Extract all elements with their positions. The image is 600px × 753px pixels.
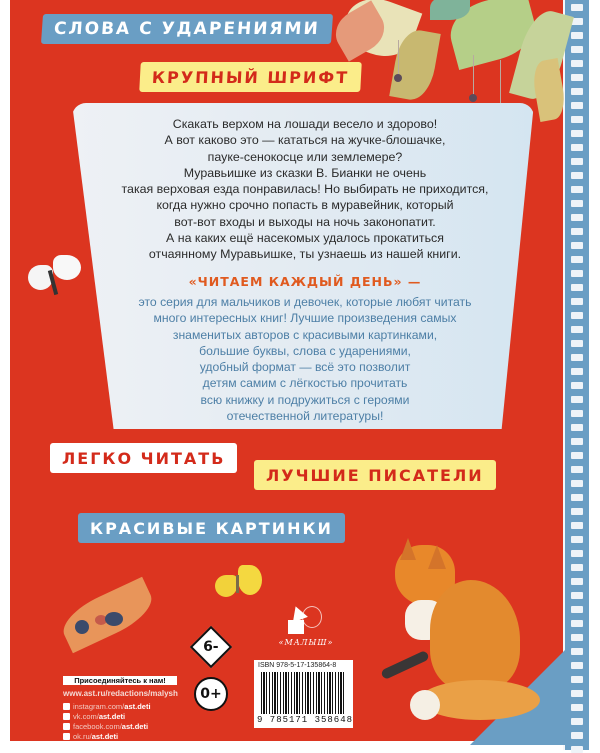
spine-dash — [571, 466, 583, 473]
spine-dash — [571, 382, 583, 389]
spine-dash — [571, 704, 583, 711]
spine-dash — [571, 270, 583, 277]
spine-dash — [571, 494, 583, 501]
spine-dash — [571, 578, 583, 585]
spine-dash — [571, 480, 583, 487]
spine-dash — [571, 536, 583, 543]
spine-dash — [571, 214, 583, 221]
spine-dash — [571, 116, 583, 123]
spine-dash — [571, 648, 583, 655]
social-handle: ast.deti — [91, 732, 119, 741]
vk-icon — [63, 713, 70, 720]
spine-dash — [571, 606, 583, 613]
series-description — [100, 294, 510, 424]
spine-dash — [571, 620, 583, 627]
instagram-icon — [63, 703, 70, 710]
description-line: Муравьишке из сказки В. Бианки не очень — [183, 165, 427, 180]
spine-dash — [571, 690, 583, 697]
social-domain: instagram.com/ — [73, 702, 125, 711]
isbn-barcode — [254, 660, 353, 728]
social-domain: ok.ru/ — [73, 732, 92, 741]
spine-dash — [571, 592, 583, 599]
spider-icon — [394, 74, 402, 82]
spine-dash — [571, 186, 583, 193]
social-domain: vk.com/ — [73, 712, 99, 721]
social-link[interactable] — [63, 722, 148, 731]
ok-icon — [63, 733, 70, 740]
tag-beautiful-pictures: КРАСИВЫЕ КАРТИНКИ — [78, 513, 345, 543]
spine-dash — [571, 452, 583, 459]
spine-dash — [571, 508, 583, 515]
description-line: отчаянному Муравьишке, ты узнаешь из нашей книги. — [148, 247, 462, 262]
description-line: А на каких ещё насекомых удалось прокатиться — [166, 231, 444, 246]
description-line: такая верховая езда понравилась! Но выбирать не приходится, — [121, 182, 489, 197]
spine-dash — [571, 326, 583, 333]
age-rating-6: 6- — [203, 639, 219, 655]
age-rating-circle: 0+ — [194, 677, 228, 711]
spine-dash — [571, 60, 583, 67]
spine-dash — [571, 732, 583, 739]
spine-dash — [571, 88, 583, 95]
spine-dash — [571, 46, 583, 53]
series-line: удобный формат — всё это позволит — [199, 360, 411, 375]
spine-dash — [571, 676, 583, 683]
description-line: А вот каково это — кататься на жучке-блошачке, — [164, 133, 446, 148]
description-line: вот-вот входы и выходы на ночь законопатит. — [174, 214, 436, 229]
spine-dash — [571, 74, 583, 81]
barcode-number: 9 785171 358648 — [257, 715, 354, 725]
description-line: Скакать верхом на лошади весело и здорово! — [172, 117, 438, 131]
spine-dash — [571, 438, 583, 445]
spine-dash — [571, 662, 583, 669]
publisher-name: «МАЛЫШ» — [278, 638, 334, 647]
spine-dash — [571, 718, 583, 725]
spine-dash — [571, 312, 583, 319]
series-line: всю книжку и подружиться с героями — [200, 392, 410, 407]
spine-dash — [571, 200, 583, 207]
spine-dash — [571, 284, 583, 291]
spine-dash — [571, 298, 583, 305]
spine-dash — [571, 242, 583, 249]
spider-icon — [469, 94, 477, 102]
series-line: большие буквы, слова с ударениями, — [199, 343, 411, 358]
tag-easy-read: ЛЕГКО ЧИТАТЬ — [50, 443, 237, 473]
spine-dash — [571, 522, 583, 529]
website-link[interactable]: www.ast.ru/redactions/malysh — [63, 689, 178, 698]
spine-dash — [571, 228, 583, 235]
social-handle: ast.deti — [124, 702, 151, 711]
spine-dash — [571, 410, 583, 417]
social-link[interactable] — [63, 712, 125, 721]
tag-large-font: КРУПНЫЙ ШРИФТ — [139, 62, 362, 92]
spine-dash — [571, 144, 583, 151]
description-text — [100, 116, 510, 263]
spine-dash — [571, 368, 583, 375]
spine-dash — [571, 32, 583, 39]
spine-dash — [571, 396, 583, 403]
spine-dash — [571, 172, 583, 179]
spine-dash — [571, 4, 583, 11]
isbn-label: ISBN 978-5-17-135864-8 — [258, 662, 337, 669]
social-handle: ast.deti — [121, 722, 149, 731]
social-domain: facebook.com/ — [73, 722, 122, 731]
spine-dash — [571, 564, 583, 571]
spine-dash — [571, 424, 583, 431]
social-link[interactable] — [63, 702, 151, 711]
join-us-label: Присоединяйтесь к нам! — [63, 676, 177, 685]
series-line: много интересных книг! Лучшие произведения самых — [153, 311, 457, 326]
spine-dash — [571, 340, 583, 347]
spine-dash — [571, 158, 583, 165]
series-title: «ЧИТАЕМ КАЖДЫЙ ДЕНЬ» — — [188, 274, 422, 289]
spine-dash — [571, 256, 583, 263]
spine-dash — [571, 550, 583, 557]
barcode-bars — [261, 672, 346, 714]
tag-best-writers: ЛУЧШИЕ ПИСАТЕЛИ — [254, 460, 496, 490]
spine-dash — [571, 634, 583, 641]
series-line: знаменитых авторов с красивыми картинками, — [172, 327, 438, 342]
spine-dash — [571, 130, 583, 137]
series-line: детям самим с лёгкостью прочитать — [202, 376, 408, 391]
spine-dash — [571, 102, 583, 109]
series-line: отечественной литературы! — [226, 409, 384, 424]
description-line: когда нужно срочно попасть в муравейник, который — [156, 198, 454, 213]
tag-stress-marks: СЛОВА С УДАРЕНИЯМИ — [41, 14, 333, 44]
social-link[interactable] — [63, 732, 118, 741]
spine-dash — [571, 354, 583, 361]
series-line: это серия для мальчиков и девочек, которые любят читать — [138, 295, 472, 309]
social-handle: ast.deti — [98, 712, 126, 721]
facebook-icon — [63, 723, 70, 730]
description-line: пауке-сенокосце или землемере? — [207, 149, 403, 164]
